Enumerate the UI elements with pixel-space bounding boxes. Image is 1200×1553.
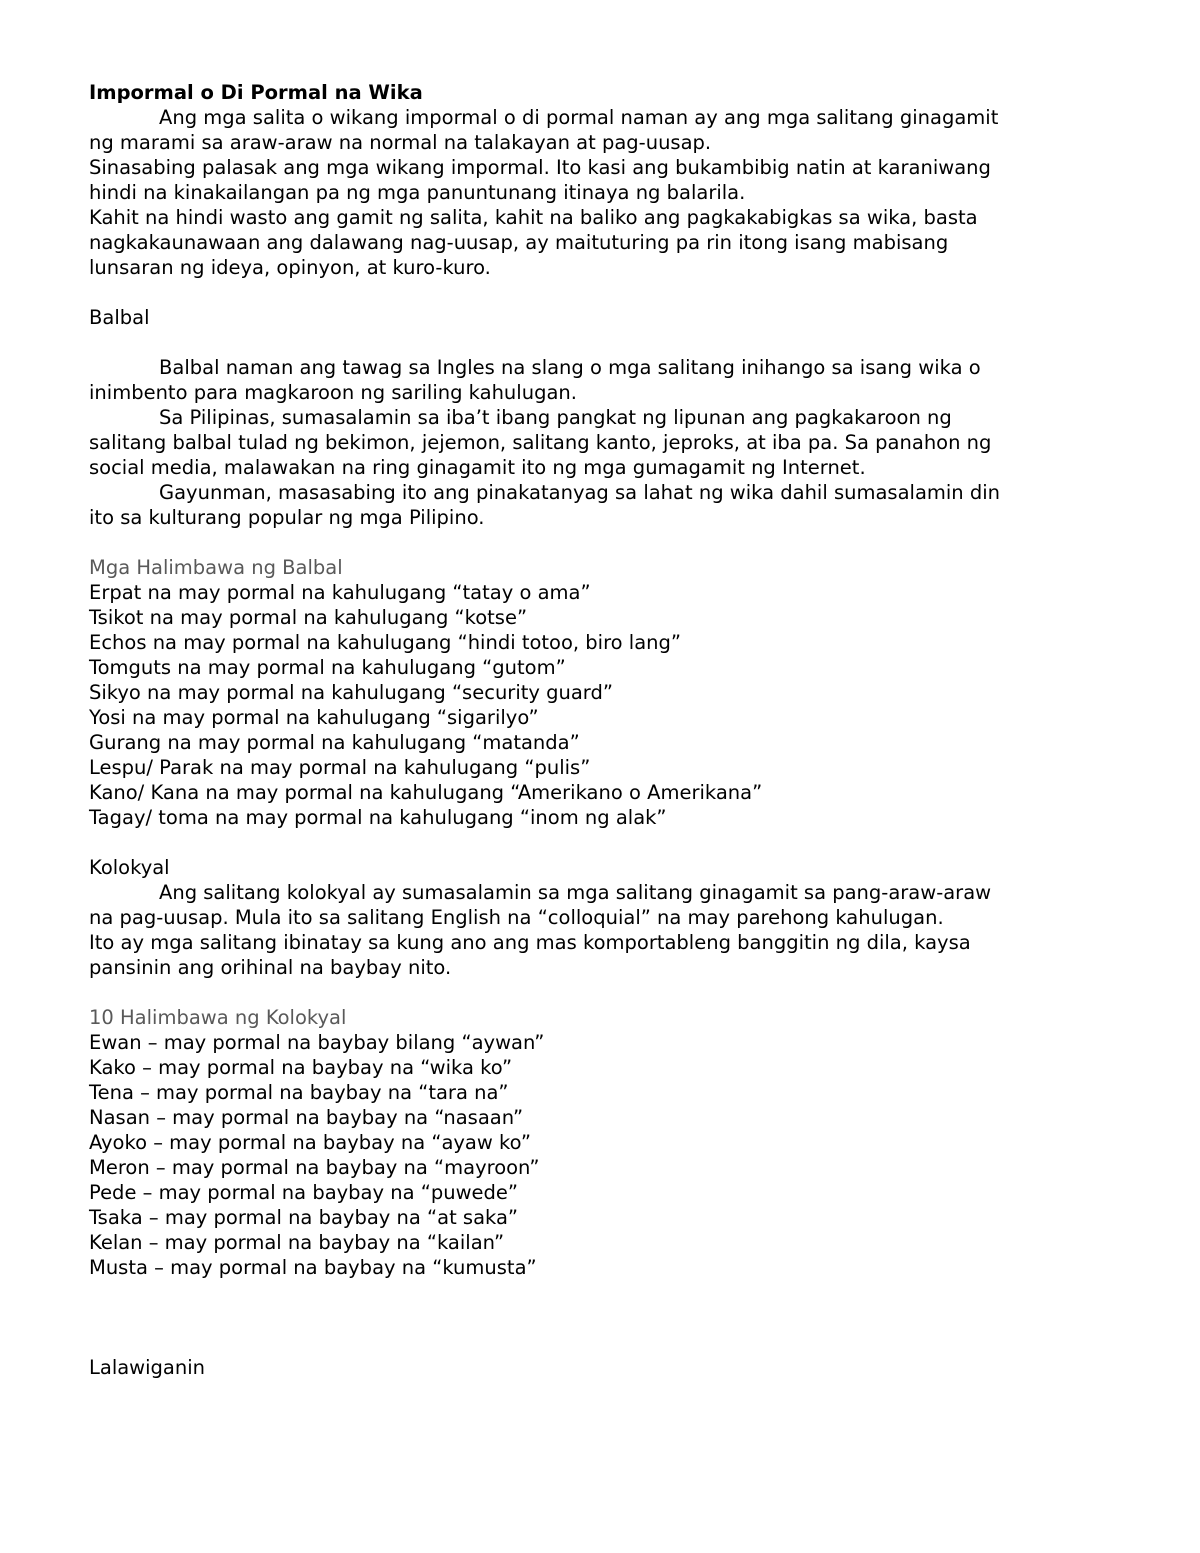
balbal-line: social media, malawakan na ring ginagamit ito ng mga gumagamit ng Internet. — [89, 456, 866, 479]
kolokyal-example: Ewan – may pormal na baybay bilang “aywan” — [89, 1031, 545, 1054]
balbal-example: Sikyo na may pormal na kahulugang “security guard” — [89, 681, 613, 704]
balbal-line: inimbento para magkaroon ng sariling kahulugan. — [89, 381, 577, 404]
balbal-example: Yosi na may pormal na kahulugang “sigarilyo” — [89, 706, 539, 729]
kolokyal-examples-heading: 10 Halimbawa ng Kolokyal — [89, 1006, 347, 1029]
section-heading-balbal: Balbal — [89, 306, 150, 329]
section-heading-lalawiganin: Lalawiganin — [89, 1356, 206, 1379]
kolokyal-line: Ito ay mga salitang ibinatay sa kung ano ang mas komportableng banggitin ng dila, kaysa — [89, 931, 971, 954]
spacer — [89, 830, 1099, 855]
intro-line: hindi na kinakailangan pa ng mga panuntunang itinaya ng balarila. — [89, 181, 746, 204]
document-page — [89, 80, 1099, 1380]
balbal-line: Balbal naman ang tawag sa Ingles na slang o mga salitang inihango sa isang wika o — [159, 356, 981, 379]
spacer — [89, 330, 1099, 355]
document-title: Impormal o Di Pormal na Wika — [89, 81, 423, 104]
balbal-examples-heading: Mga Halimbawa ng Balbal — [89, 556, 343, 579]
balbal-example: Tagay/ toma na may pormal na kahulugang “inom ng alak” — [89, 806, 667, 829]
balbal-line: Gayunman, masasabing ito ang pinakatanyag sa lahat ng wika dahil sumasalamin din — [159, 481, 1001, 504]
kolokyal-line: Ang salitang kolokyal ay sumasalamin sa mga salitang ginagamit sa pang-araw-araw — [159, 881, 992, 904]
balbal-line: salitang balbal tulad ng bekimon, jejemon, salitang kanto, jeproks, at iba pa. Sa panahon ng — [89, 431, 992, 454]
intro-line: lunsaran ng ideya, opinyon, at kuro-kuro. — [89, 256, 491, 279]
balbal-example: Gurang na may pormal na kahulugang “matanda” — [89, 731, 580, 754]
kolokyal-example: Nasan – may pormal na baybay na “nasaan” — [89, 1106, 524, 1129]
spacer — [89, 530, 1099, 555]
kolokyal-example: Tsaka – may pormal na baybay na “at saka” — [89, 1206, 519, 1229]
balbal-example: Erpat na may pormal na kahulugang “tatay o ama” — [89, 581, 591, 604]
kolokyal-example: Musta – may pormal na baybay na “kumusta” — [89, 1256, 537, 1279]
balbal-line: Sa Pilipinas, sumasalamin sa iba’t ibang pangkat ng lipunan ang pagkakaroon ng — [159, 406, 952, 429]
kolokyal-line: pansinin ang orihinal na baybay nito. — [89, 956, 452, 979]
kolokyal-example: Kelan – may pormal na baybay na “kailan” — [89, 1231, 505, 1254]
intro-line: ng marami sa araw-araw na normal na talakayan at pag-uusap. — [89, 131, 712, 154]
balbal-example: Tomguts na may pormal na kahulugang “gutom” — [89, 656, 566, 679]
balbal-example: Tsikot na may pormal na kahulugang “kotse” — [89, 606, 528, 629]
spacer — [89, 280, 1099, 305]
balbal-example: Lespu/ Parak na may pormal na kahulugang “pulis” — [89, 756, 591, 779]
kolokyal-example: Kako – may pormal na baybay na “wika ko” — [89, 1056, 513, 1079]
balbal-line: ito sa kulturang popular ng mga Pilipino. — [89, 506, 485, 529]
intro-line: nagkakaunawaan ang dalawang nag-uusap, ay maituturing pa rin itong isang mabisang — [89, 231, 949, 254]
spacer — [89, 1280, 1099, 1355]
kolokyal-example: Meron – may pormal na baybay na “mayroon” — [89, 1156, 540, 1179]
balbal-example: Kano/ Kana na may pormal na kahulugang “Amerikano o Amerikana” — [89, 781, 763, 804]
section-heading-kolokyal: Kolokyal — [89, 856, 170, 879]
intro-line: Kahit na hindi wasto ang gamit ng salita, kahit na baliko ang pagkakabigkas sa wika, basta — [89, 206, 978, 229]
kolokyal-example: Tena – may pormal na baybay na “tara na” — [89, 1081, 509, 1104]
intro-line: Ang mga salita o wikang impormal o di pormal naman ay ang mga salitang ginagamit — [159, 106, 999, 129]
kolokyal-line: na pag-uusap. Mula ito sa salitang English na “colloquial” na may parehong kahulugan. — [89, 906, 944, 929]
balbal-example: Echos na may pormal na kahulugang “hindi totoo, biro lang” — [89, 631, 682, 654]
intro-line: Sinasabing palasak ang mga wikang impormal. Ito kasi ang bukambibig natin at karaniwang — [89, 156, 991, 179]
kolokyal-example: Ayoko – may pormal na baybay na “ayaw ko” — [89, 1131, 531, 1154]
spacer — [89, 980, 1099, 1005]
kolokyal-example: Pede – may pormal na baybay na “puwede” — [89, 1181, 519, 1204]
